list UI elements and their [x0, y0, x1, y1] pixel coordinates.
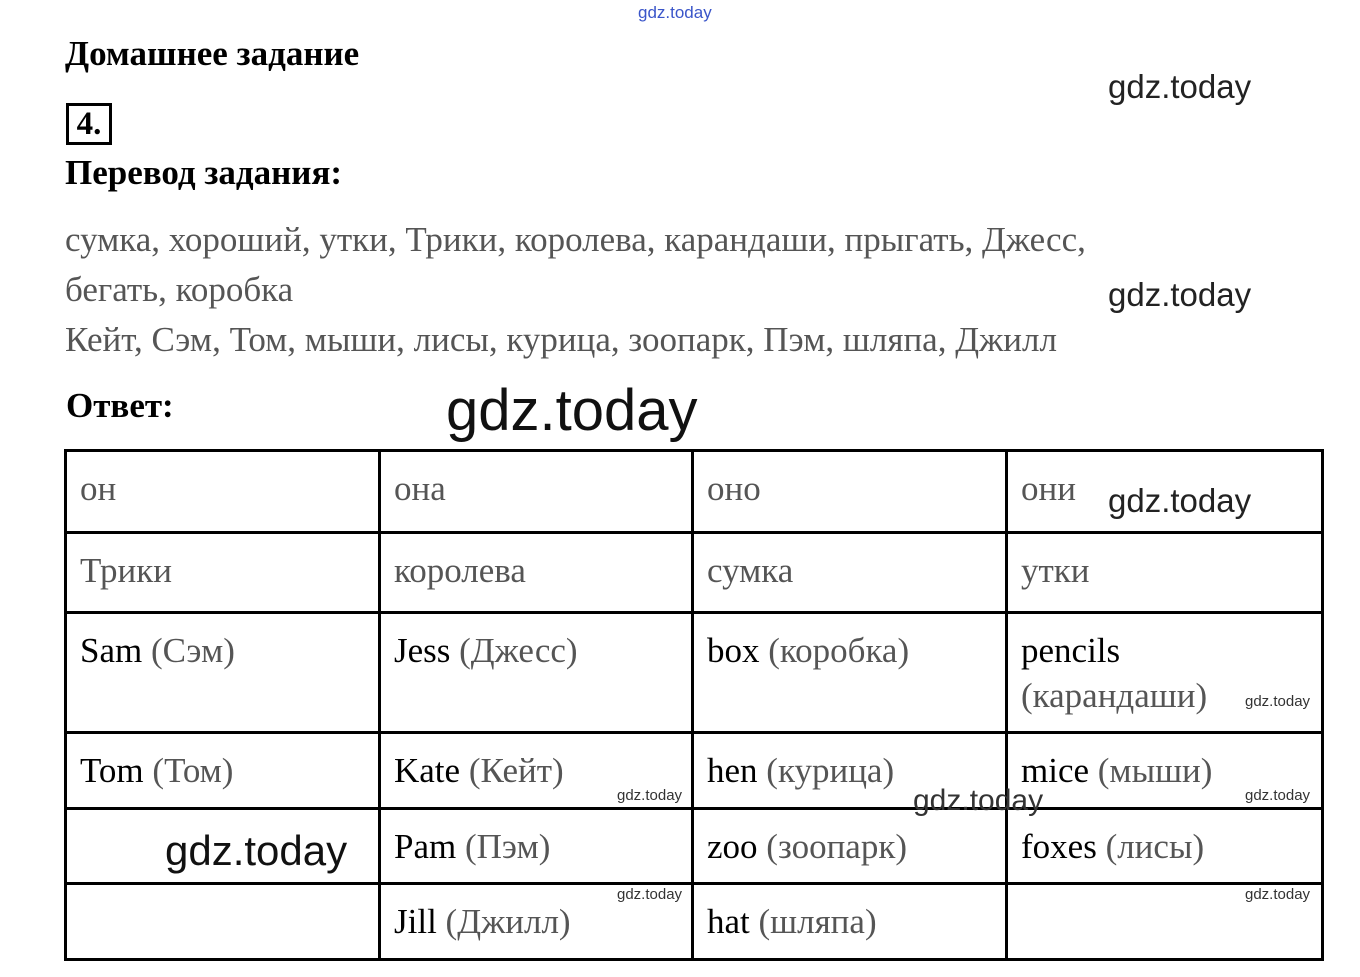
translation-line-2: бегать, коробка: [65, 270, 294, 309]
russian-translation: (лисы): [1105, 827, 1205, 866]
russian-translation: (карандаши): [1021, 676, 1208, 715]
page-title: Домашнее задание: [65, 34, 360, 73]
watermark-small: gdz.today: [1245, 886, 1311, 903]
table-cell: [1007, 884, 1323, 960]
english-word: pencils: [1021, 631, 1121, 670]
translation-line-3: Кейт, Сэм, Том, мыши, лисы, курица, зоопарк, Пэм, шляпа, Джилл: [65, 320, 1057, 359]
english-word: box: [707, 631, 760, 670]
english-word: Sam: [80, 631, 143, 670]
table-cell: [1007, 809, 1323, 884]
russian-translation: (Том): [152, 751, 234, 790]
example-cell: сумка: [693, 533, 1007, 613]
watermark-small: gdz.today: [1245, 787, 1311, 804]
watermark-middle: gdz.today: [913, 784, 1044, 817]
watermark-small: gdz.today: [617, 886, 683, 903]
example-cell: Трики: [66, 533, 380, 613]
russian-translation: (Джилл): [445, 902, 571, 941]
table-cell: [380, 884, 693, 960]
english-word: Pam: [394, 827, 457, 866]
answer-label: Ответ:: [66, 386, 174, 425]
russian-translation: (мыши): [1097, 751, 1213, 790]
header-cell-it: оно: [693, 451, 1007, 533]
english-word: Tom: [80, 751, 144, 790]
watermark-large: gdz.today: [446, 378, 698, 443]
table-row: [66, 613, 1323, 733]
russian-translation: (Пэм): [464, 827, 551, 866]
watermark-small: gdz.today: [1245, 693, 1311, 710]
table-cell: [380, 613, 693, 733]
table-cell: [1007, 733, 1323, 809]
russian-translation: (Джесс): [459, 631, 578, 670]
table-row: [66, 884, 1323, 960]
table-example-row: [66, 533, 1323, 613]
table-cell: [693, 613, 1007, 733]
russian-translation: (зоопарк): [766, 827, 907, 866]
table-row: [66, 733, 1323, 809]
english-word: zoo: [707, 827, 758, 866]
table-cell: [693, 884, 1007, 960]
header-cell-she: она: [380, 451, 693, 533]
table-cell: [693, 809, 1007, 884]
table-cell: [66, 733, 380, 809]
russian-translation: (курица): [766, 751, 895, 790]
english-word: Kate: [394, 751, 461, 790]
english-word: foxes: [1021, 827, 1097, 866]
example-cell: утки: [1007, 533, 1323, 613]
watermark-left: gdz.today: [165, 827, 348, 874]
table-cell: [1007, 613, 1323, 733]
watermark-right-2: gdz.today: [1108, 276, 1252, 313]
translation-line-1: сумка, хороший, утки, Трики, королева, карандаши, прыгать, Джесс,: [65, 220, 1086, 259]
table-cell: [66, 613, 380, 733]
watermark-small: gdz.today: [617, 787, 683, 804]
table-cell: [66, 884, 380, 960]
header-cell-they: они: [1007, 451, 1323, 533]
english-word: hat: [707, 902, 750, 941]
english-word: Jill: [394, 902, 437, 941]
english-word: hen: [707, 751, 758, 790]
russian-translation: (Сэм): [150, 631, 235, 670]
russian-translation: (Кейт): [468, 751, 564, 790]
translation-heading: Перевод задания:: [65, 153, 343, 192]
watermark-right-1: gdz.today: [1108, 68, 1252, 105]
watermark-right-3: gdz.today: [1108, 482, 1252, 519]
russian-translation: (коробка): [768, 631, 910, 670]
table-cell: [380, 809, 693, 884]
table-cell: [380, 733, 693, 809]
header-cell-he: он: [66, 451, 380, 533]
answer-table: [64, 449, 1324, 961]
example-cell: королева: [380, 533, 693, 613]
english-word: mice: [1021, 751, 1090, 790]
watermark-top: gdz.today: [638, 3, 712, 22]
russian-translation: (шляпа): [758, 902, 877, 941]
task-number: 4.: [66, 103, 112, 145]
english-word: Jess: [394, 631, 451, 670]
